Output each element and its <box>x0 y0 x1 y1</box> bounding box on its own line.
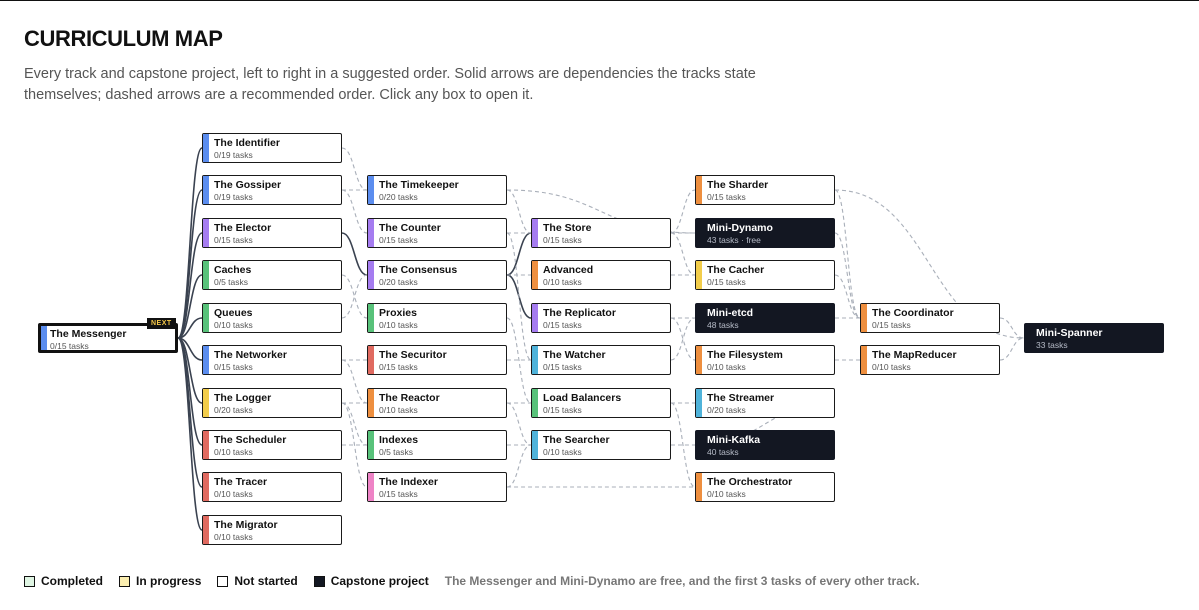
track-color-bar <box>696 176 702 204</box>
legend-completed <box>24 574 103 588</box>
track-color-bar <box>532 304 538 332</box>
track-color-bar <box>203 389 209 417</box>
track-task-count: 33 tasks <box>1036 340 1068 350</box>
edge-indexer-to-searcher <box>507 445 531 487</box>
track-color-bar <box>203 261 209 289</box>
edge-caches-to-proxies <box>342 275 367 318</box>
edge-reactor-to-searcher <box>507 403 531 445</box>
legend-not-started-label: Not started <box>234 574 298 588</box>
track-color-bar <box>532 219 538 247</box>
track-node-identifier[interactable] <box>202 133 342 163</box>
track-name: The Elector <box>214 222 272 234</box>
track-color-bar <box>203 176 209 204</box>
edge-replicator-to-filesystem <box>671 318 695 360</box>
track-task-count: 0/15 tasks <box>543 405 582 415</box>
track-color-bar <box>696 346 702 374</box>
track-node-caches[interactable] <box>202 260 342 290</box>
track-node-loadbalancers[interactable] <box>531 388 671 418</box>
in-progress-swatch <box>119 576 130 587</box>
track-task-count: 0/15 tasks <box>543 320 582 330</box>
track-node-orchestrator[interactable] <box>695 472 835 502</box>
track-node-store[interactable] <box>531 218 671 248</box>
track-color-bar <box>696 261 702 289</box>
track-name: The Searcher <box>543 434 610 446</box>
track-name: The Scheduler <box>214 434 287 446</box>
edge-logger-to-indexes <box>342 403 367 445</box>
track-node-counter[interactable] <box>367 218 507 248</box>
edge-gossiper-to-counter <box>342 190 367 233</box>
legend-in-progress-label: In progress <box>136 574 202 588</box>
track-task-count: 0/15 tasks <box>214 235 253 245</box>
page-title: CURRICULUM MAP <box>24 26 223 51</box>
track-name: The Reactor <box>379 392 440 404</box>
track-color-bar <box>861 304 867 332</box>
track-task-count: 0/15 tasks <box>543 235 582 245</box>
track-color-bar <box>532 261 538 289</box>
legend-note: The Messenger and Mini-Dynamo are free, and the first 3 tasks of every other track. <box>444 574 920 588</box>
legend-completed-label: Completed <box>41 574 104 588</box>
track-task-count: 0/15 tasks <box>379 362 418 372</box>
completed-swatch <box>24 576 35 587</box>
track-task-count: 48 tasks <box>707 320 739 330</box>
track-node-reactor[interactable] <box>367 388 507 418</box>
track-name: The Coordinator <box>872 307 954 319</box>
track-node-minikafka[interactable] <box>695 430 835 460</box>
track-name: The Identifier <box>214 137 280 149</box>
track-name: The Logger <box>214 392 272 404</box>
legend-capstone <box>314 574 429 588</box>
track-name: Mini-Kafka <box>707 434 761 446</box>
track-color-bar <box>861 346 867 374</box>
track-task-count: 0/10 tasks <box>707 489 746 499</box>
track-node-minietcd[interactable] <box>695 303 835 333</box>
track-name: The Messenger <box>50 328 127 340</box>
track-color-bar <box>368 389 374 417</box>
track-color-bar <box>368 473 374 501</box>
track-color-bar <box>203 516 209 544</box>
track-node-scheduler[interactable] <box>202 430 342 460</box>
track-task-count: 0/20 tasks <box>707 405 746 415</box>
track-task-count: 0/5 tasks <box>214 277 249 287</box>
track-name: The Store <box>543 222 592 234</box>
track-color-bar <box>203 431 209 459</box>
track-task-count: 0/10 tasks <box>543 447 582 457</box>
legend-in-progress <box>119 574 201 588</box>
edge-sharder-to-coordinator <box>835 190 860 318</box>
track-color-bar <box>203 473 209 501</box>
track-task-count: 0/20 tasks <box>379 277 418 287</box>
track-name: Mini-Dynamo <box>707 222 773 234</box>
track-node-timekeeper[interactable] <box>367 175 507 205</box>
not-started-swatch <box>217 576 228 587</box>
track-color-bar <box>368 219 374 247</box>
edge-messenger-to-gossiper <box>178 190 202 338</box>
legend-not-started <box>217 574 297 588</box>
track-task-count: 0/10 tasks <box>214 447 253 457</box>
track-task-count: 0/15 tasks <box>379 235 418 245</box>
track-node-streamer[interactable] <box>695 388 835 418</box>
track-name: The Networker <box>214 349 287 361</box>
track-color-bar <box>203 346 209 374</box>
track-color-bar <box>696 389 702 417</box>
track-color-bar <box>532 346 538 374</box>
track-node-queues[interactable] <box>202 303 342 333</box>
track-name: The Migrator <box>214 519 278 531</box>
track-task-count: 0/15 tasks <box>707 192 746 202</box>
track-task-count: 0/10 tasks <box>214 532 253 542</box>
edge-store-to-sharder <box>671 190 695 233</box>
track-color-bar <box>532 431 538 459</box>
track-name: Load Balancers <box>543 392 622 404</box>
track-task-count: 0/10 tasks <box>707 362 746 372</box>
track-task-count: 0/20 tasks <box>214 405 253 415</box>
track-color-bar <box>368 346 374 374</box>
track-task-count: 0/15 tasks <box>214 362 253 372</box>
track-name: Indexes <box>379 434 419 446</box>
track-color-bar <box>368 304 374 332</box>
track-name: The Orchestrator <box>707 476 793 488</box>
legend-capstone-label: Capstone project <box>330 574 429 588</box>
edge-networker-to-reactor <box>342 360 367 403</box>
track-node-minidynamo[interactable] <box>695 218 835 248</box>
edge-consensus-to-store <box>507 233 531 275</box>
edge-mapreducer-to-minispanner <box>1000 338 1024 360</box>
track-task-count: 0/10 tasks <box>214 489 253 499</box>
track-node-securitor[interactable] <box>367 345 507 375</box>
track-node-sharder[interactable] <box>695 175 835 205</box>
track-color-bar <box>41 326 47 350</box>
track-node-advanced[interactable] <box>531 260 671 290</box>
track-name: The Cacher <box>707 264 765 276</box>
track-name: The Securitor <box>379 349 447 361</box>
track-name: The Indexer <box>379 476 438 488</box>
track-task-count: 0/15 tasks <box>543 362 582 372</box>
track-node-indexer[interactable] <box>367 472 507 502</box>
track-name: Queues <box>214 307 253 319</box>
track-name: The Filesystem <box>707 349 783 361</box>
track-task-count: 0/10 tasks <box>214 320 253 330</box>
track-node-proxies[interactable] <box>367 303 507 333</box>
track-node-filesystem[interactable] <box>695 345 835 375</box>
edge-timekeeper-to-store <box>507 190 531 233</box>
track-color-bar <box>532 389 538 417</box>
track-node-elector[interactable] <box>202 218 342 248</box>
track-name: The Gossiper <box>214 179 282 191</box>
track-color-bar <box>696 473 702 501</box>
track-node-indexes[interactable] <box>367 430 507 460</box>
track-task-count: 0/5 tasks <box>379 447 414 457</box>
edge-cacher-to-coordinator <box>835 275 860 318</box>
track-name: The Timekeeper <box>379 179 459 191</box>
track-node-searcher[interactable] <box>531 430 671 460</box>
edge-minidynamo-to-coordinator <box>835 233 860 318</box>
capstone-swatch <box>314 576 325 587</box>
track-name: Mini-etcd <box>707 307 754 319</box>
track-color-bar <box>203 219 209 247</box>
track-node-replicator[interactable] <box>531 303 671 333</box>
track-name: The Tracer <box>214 476 268 488</box>
track-color-bar <box>203 304 209 332</box>
track-task-count: 0/15 tasks <box>50 341 89 351</box>
track-node-tracer[interactable] <box>202 472 342 502</box>
track-name: The Sharder <box>707 179 769 191</box>
edge-identifier-to-timekeeper <box>342 148 367 190</box>
track-task-count: 0/15 tasks <box>707 277 746 287</box>
edge-store-to-cacher <box>671 233 695 275</box>
edge-queues-to-consensus <box>342 275 367 318</box>
edge-messenger-to-tracer <box>178 338 202 487</box>
legend <box>24 573 920 589</box>
track-task-count: 0/10 tasks <box>543 277 582 287</box>
track-name: The Watcher <box>543 349 606 361</box>
track-node-coordinator[interactable] <box>860 303 1000 333</box>
track-name: The Streamer <box>707 392 775 404</box>
track-name: The MapReducer <box>872 349 957 361</box>
track-node-migrator[interactable] <box>202 515 342 545</box>
track-name: Advanced <box>543 264 594 276</box>
track-task-count: 0/10 tasks <box>379 405 418 415</box>
next-badge: NEXT <box>147 318 176 329</box>
track-node-networker[interactable] <box>202 345 342 375</box>
track-name: Caches <box>214 264 252 276</box>
track-color-bar <box>368 176 374 204</box>
track-name: Mini-Spanner <box>1036 327 1103 339</box>
track-node-watcher[interactable] <box>531 345 671 375</box>
track-task-count: 43 tasks · free <box>707 235 761 245</box>
track-task-count: 0/19 tasks <box>214 150 253 160</box>
track-color-bar <box>203 134 209 162</box>
track-task-count: 0/20 tasks <box>379 192 418 202</box>
track-node-logger[interactable] <box>202 388 342 418</box>
track-name: The Counter <box>379 222 441 234</box>
edge-watcher-to-minietcd <box>671 318 695 360</box>
page-description: Every track and capstone project, left to right in a suggested order. Solid arrows are dependencies the tracks state themselves; dashed arrows are a recommended order. Click any box to open it. <box>24 66 756 103</box>
track-task-count: 40 tasks <box>707 447 739 457</box>
track-node-gossiper[interactable] <box>202 175 342 205</box>
track-task-count: 0/15 tasks <box>872 320 911 330</box>
track-task-count: 0/19 tasks <box>214 192 253 202</box>
track-node-mapreducer[interactable] <box>860 345 1000 375</box>
edge-elector-to-consensus <box>342 233 367 275</box>
track-node-minispanner[interactable] <box>1024 323 1164 353</box>
track-name: The Consensus <box>379 264 458 276</box>
track-task-count: 0/15 tasks <box>379 489 418 499</box>
track-name: The Replicator <box>543 307 616 319</box>
track-task-count: 0/10 tasks <box>379 320 418 330</box>
track-node-cacher[interactable] <box>695 260 835 290</box>
track-task-count: 0/10 tasks <box>872 362 911 372</box>
track-color-bar <box>368 261 374 289</box>
track-name: Proxies <box>379 307 417 319</box>
track-node-consensus[interactable] <box>367 260 507 290</box>
track-color-bar <box>368 431 374 459</box>
